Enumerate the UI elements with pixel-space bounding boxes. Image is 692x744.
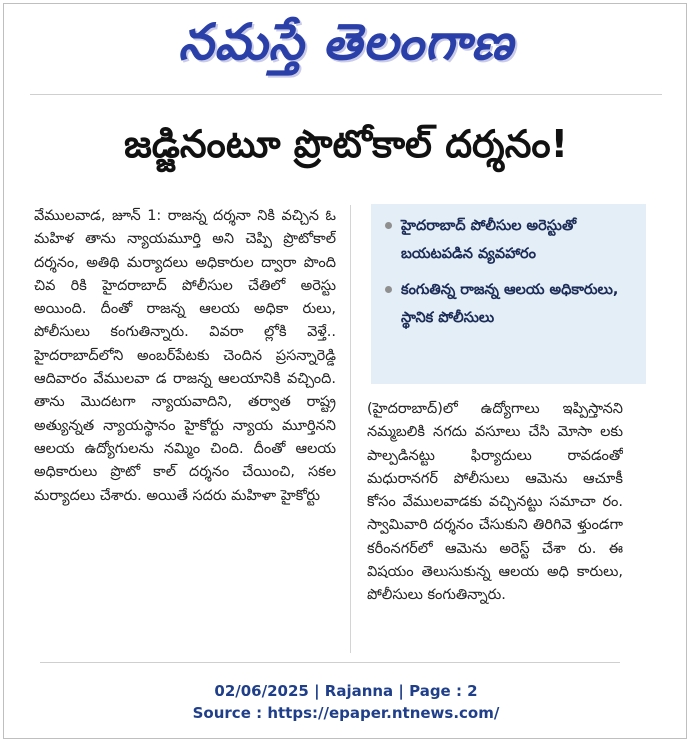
highlight-item <box>385 276 636 332</box>
bullet-icon <box>385 222 392 229</box>
article-headline: జడ్జినంటూ ప్రొటోకాల్ దర్శనం! <box>123 122 568 166</box>
newspaper-masthead: నమస్తే తెలంగాణ <box>178 13 514 71</box>
highlight-item <box>385 212 636 268</box>
column-divider <box>350 205 351 653</box>
footer-source-link[interactable]: Source : https://epaper.ntnews.com/ <box>192 704 500 722</box>
highlights-box <box>371 204 646 384</box>
article-body-right-column: (హైదరాబాద్)లో ఉద్యోగాలు ఇప్పిస్తానని నమ్మబలికి నగదు వసూలు చేసి మోసా లకు పాల్పడినట్టు ఫిర్యాదులు రావడంతో మధురానగర్ పోలీసులు ఆమెను ఆచూకీ కోసం వేములవాడకు వచ్చినట్టు సమాచా రం. స్వామివారి దర్శనం చేసుకుని తిరిగివె ళ్తుండగా కరీంనగర్‌లో ఆమెను అరెస్ట్ చేశా రు. ఈ విషయం తెలుసుకున్న ఆలయ అధి కారులు, పోలీసులు కంగుతిన్నారు. <box>367 401 623 604</box>
footer-date-page: 02/06/2025 | Rajanna | Page : 2 <box>214 682 478 700</box>
bullet-icon <box>385 286 392 293</box>
masthead-divider <box>30 94 662 95</box>
highlight-text: హైదరాబాద్ పోలీసుల అరెస్టుతో బయటపడిన వ్యవహారం <box>401 218 577 262</box>
highlight-text: కంగుతిన్న రాజన్న ఆలయ అధికారులు, స్థానిక పోలీసులు <box>401 282 619 326</box>
article-body-left-column: వేములవాడ, జూన్ 1: రాజన్న దర్శనా నికి వచ్చిన ఓ మహిళ తాను న్యాయమూర్తి అని చెప్పి ప్రొటోకాల్ దర్శనం, అతిథి మర్యాదలు అధికారుల ద్వారా పొంది చివ రికి హైదరాబాద్ పోలీసుల చేతిలో అరెస్టు అయింది. దీంతో రాజన్న ఆలయ అధికా రులు, పోలీసులు కంగుతిన్నారు. వివరా ల్లోకి వెళ్తే.. హైదరాబాద్‌లోని అంబర్‌పేటకు చెందిన ప్రసన్నారెడ్డి ఆదివారం వేములవా డ రాజన్న ఆలయానికి వచ్చింది. తాను మొదటగా న్యాయవాదిని, తర్వాత రాష్ట్ర అత్యున్నత న్యాయస్థానం హైకోర్టు న్యాయ మూర్తినని ఆలయ ఉద్యోగులను నమ్మిం చింది. దీంతో ఆలయ అధికారులు ప్రొటో కాల్ దర్శనం చేయించి, సకల మర్యాదలు చేశారు. అయితే సదరు మహిళా హైకోర్టు <box>34 208 336 504</box>
footer-divider <box>40 662 620 663</box>
